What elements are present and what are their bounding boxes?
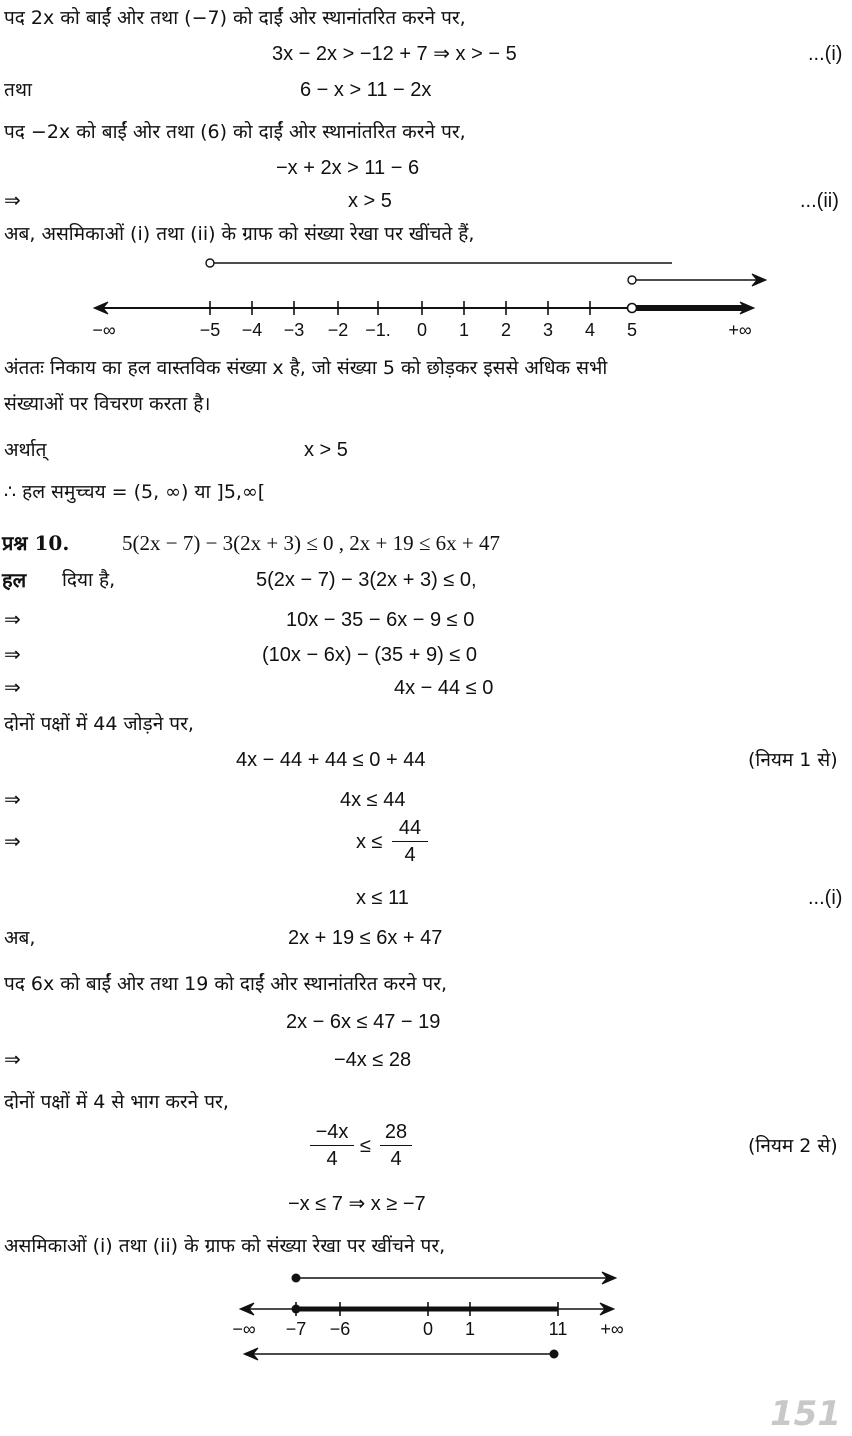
fraction-bar — [380, 1145, 412, 1146]
open-endpoint — [206, 259, 214, 267]
implies-arrow: ⇒ — [4, 789, 21, 811]
question-label: प्रश्न 10. — [2, 531, 70, 555]
text-line-4: अंततः निकाय का हल वास्तविक संख्या x है, जो संख्या 5 को छोड़कर इससे अधिक सभी — [4, 357, 608, 379]
tick-label: 5 — [626, 320, 638, 340]
equation-3: −x + 2x > 11 − 6 — [276, 157, 420, 179]
step-6: 4x ≤ 44 — [340, 789, 406, 811]
implies-arrow: ⇒ — [4, 190, 21, 212]
numerator: −4x — [315, 1121, 349, 1143]
question-text: 5(2x − 7) − 3(2x + 3) ≤ 0 , 2x + 19 ≤ 6x + 47 — [122, 531, 500, 555]
text-line-5: संख्याओं पर विचरण करता है। — [4, 393, 211, 415]
tick-label: +∞ — [728, 320, 752, 340]
tick-label: 4 — [584, 320, 596, 340]
implies-arrow: ⇒ — [4, 609, 21, 631]
rule-tag-1: (नियम 1 से) — [748, 749, 838, 771]
step-12: −x ≤ 7 ⇒ x ≥ −7 — [288, 1193, 426, 1215]
tick-label: −6 — [329, 1319, 351, 1339]
step-7-lhs: x ≤ — [356, 831, 383, 853]
numerator: 28 — [384, 1121, 408, 1143]
number-line-graph-2 — [0, 1262, 852, 1372]
tick-label: −4 — [241, 320, 263, 340]
open-endpoint — [628, 304, 637, 313]
closed-endpoint — [292, 1305, 301, 1314]
tick-label: −7 — [285, 1319, 307, 1339]
tick-label: 1 — [458, 320, 470, 340]
step-11: −4x ≤ 28 — [334, 1049, 412, 1071]
text-line-7: पद 6x को बाईं ओर तथा 19 को दाईं ओर स्थानांतरित करने पर, — [4, 973, 448, 995]
tick-label: 3 — [542, 320, 554, 340]
equation-tag-i: ...(i) — [808, 887, 843, 909]
step-4: 4x − 44 ≤ 0 — [394, 677, 494, 699]
tick-label: 11 — [548, 1319, 568, 1339]
fraction-minus-4x-over-4 — [310, 1120, 354, 1171]
tick-label: −2 — [327, 320, 349, 340]
equation-5: x > 5 — [304, 439, 348, 461]
implies-arrow: ⇒ — [4, 831, 21, 853]
number-line-graph-1 — [0, 244, 852, 344]
closed-endpoint — [292, 1274, 301, 1283]
step-8: x ≤ 11 — [356, 887, 409, 909]
closed-endpoint — [550, 1350, 559, 1359]
step-9: 2x + 19 ≤ 6x + 47 — [288, 927, 443, 949]
leq-sign: ≤ — [360, 1135, 371, 1157]
step-5: 4x − 44 + 44 ≤ 0 + 44 — [236, 749, 426, 771]
label-ab: अब, — [4, 927, 36, 949]
tick-label: −∞ — [92, 320, 116, 340]
equation-tag-ii: ...(ii) — [800, 190, 839, 212]
tick-label: +∞ — [600, 1319, 624, 1339]
rule-tag-2: (नियम 2 से) — [748, 1135, 838, 1157]
implies-arrow: ⇒ — [4, 1049, 21, 1071]
label-arthat: अर्थात् — [4, 439, 47, 461]
tick-label: −3 — [283, 320, 305, 340]
given-label: दिया है, — [62, 569, 116, 591]
denominator: 4 — [326, 1148, 338, 1170]
implies-arrow: ⇒ — [4, 644, 21, 666]
fraction-bar — [392, 841, 428, 842]
implies-arrow: ⇒ — [4, 677, 21, 699]
text-line-9: असमिकाओं (i) तथा (ii) के ग्राफ को संख्या रेखा पर खींचने पर, — [4, 1235, 446, 1257]
numerator: 44 — [398, 817, 422, 839]
fraction-bar — [310, 1145, 354, 1146]
step-10: 2x − 6x ≤ 47 − 19 — [286, 1011, 441, 1033]
equation-tag-i: ...(i) — [808, 43, 843, 65]
page-number: 151 — [770, 1394, 841, 1434]
denominator: 4 — [390, 1148, 402, 1170]
step-3: (10x − 6x) − (35 + 9) ≤ 0 — [262, 644, 477, 666]
equation-4: x > 5 — [348, 190, 392, 212]
solution-label: हल — [2, 568, 27, 592]
equation-1: 3x − 2x > −12 + 7 ⇒ x > − 5 — [272, 43, 517, 65]
tick-label: −1. — [365, 320, 391, 340]
text-line-1: पद 2x को बाईं ओर तथा (−7) को दाईं ओर स्थानांतरित करने पर, — [4, 7, 466, 29]
text-line-3: अब, असमिकाओं (i) तथा (ii) के ग्राफ को संख्या रेखा पर खींचते हैं, — [4, 223, 475, 245]
equation-2: 6 − x > 11 − 2x — [300, 79, 432, 101]
tick-label: 2 — [500, 320, 512, 340]
tick-label: −∞ — [232, 1319, 256, 1339]
fraction-28-over-4 — [380, 1120, 412, 1171]
open-endpoint — [628, 276, 636, 284]
tick-label: −5 — [199, 320, 221, 340]
denominator: 4 — [404, 844, 416, 866]
fraction-44-over-4 — [392, 816, 428, 867]
tick-label: 1 — [464, 1319, 476, 1339]
solution-set-line: ∴ हल समुच्चय = (5, ∞) या ]5,∞[ — [4, 481, 266, 503]
tick-label: 0 — [422, 1319, 434, 1339]
step-2: 10x − 35 − 6x − 9 ≤ 0 — [286, 609, 475, 631]
text-line-2: पद −2x को बाईं ओर तथा (6) को दाईं ओर स्थानांतरित करने पर, — [4, 121, 466, 143]
text-line-6: दोनों पक्षों में 44 जोड़ने पर, — [4, 713, 194, 735]
text-line-8: दोनों पक्षों में 4 से भाग करने पर, — [4, 1091, 229, 1113]
tick-label: 0 — [416, 320, 428, 340]
step-1: 5(2x − 7) − 3(2x + 3) ≤ 0, — [256, 569, 477, 591]
label-tatha: तथा — [4, 79, 32, 101]
